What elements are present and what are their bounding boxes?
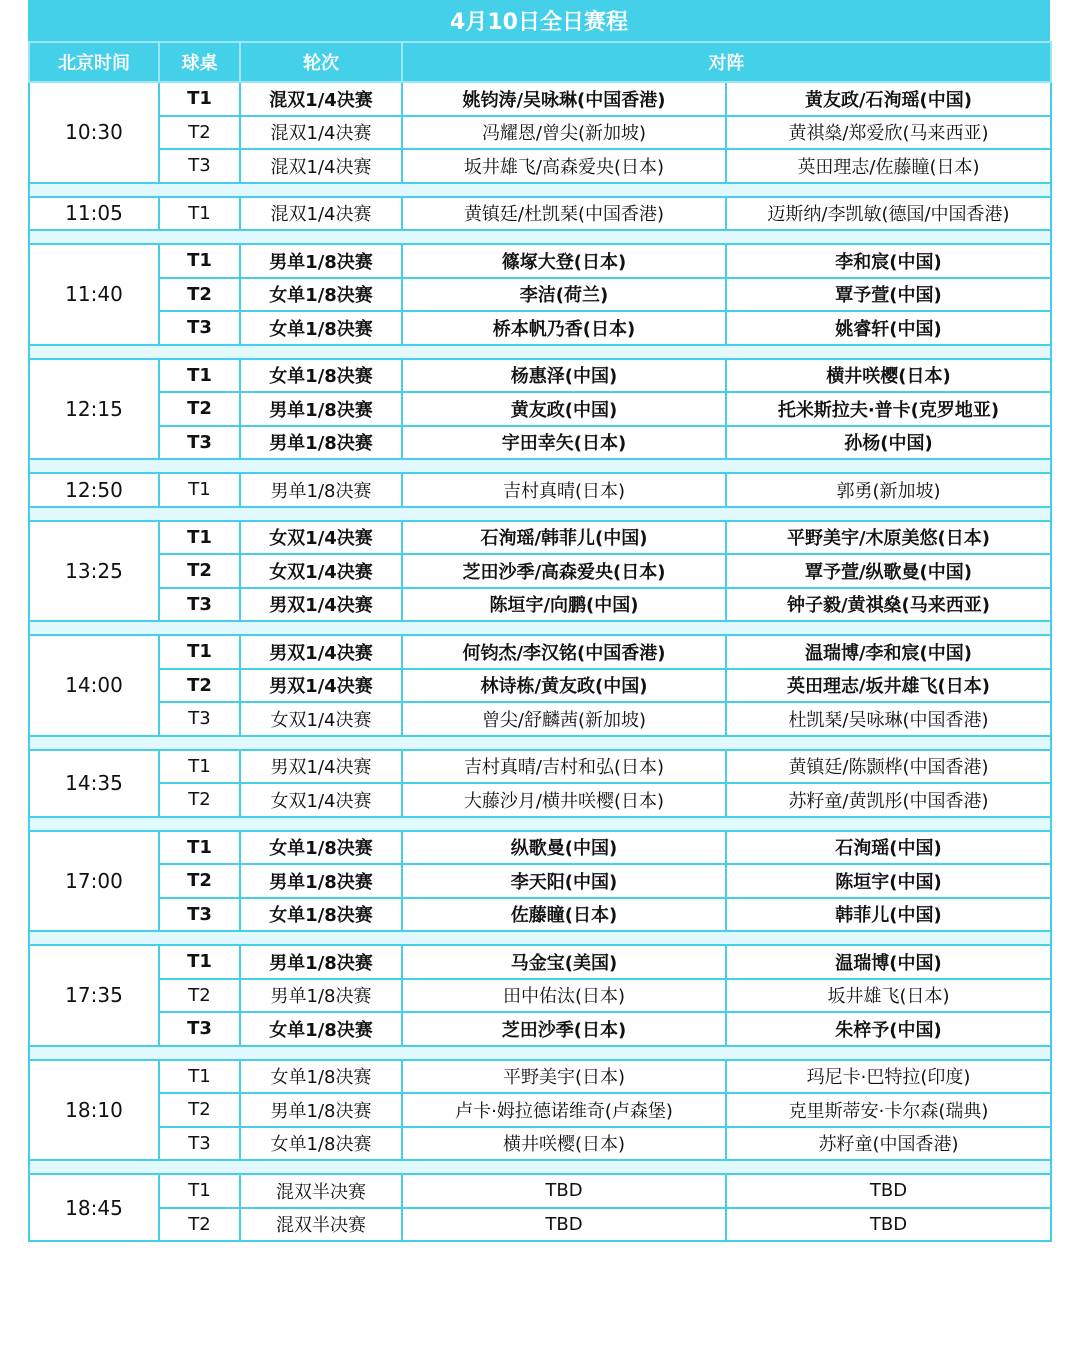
player-left: 马金宝(美国)	[402, 945, 726, 979]
player-left: 纵歌曼(中国)	[402, 831, 726, 865]
time-slot: 11:05	[29, 197, 159, 231]
header-row	[29, 42, 1051, 82]
player-left: 李洁(荷兰)	[402, 278, 726, 312]
table-cell: T1	[159, 750, 240, 784]
time-slot: 13:25	[29, 521, 159, 622]
player-right: 孙杨(中国)	[726, 426, 1051, 460]
table-cell: T2	[159, 979, 240, 1013]
table-cell: T2	[159, 864, 240, 898]
player-right: 玛尼卡·巴特拉(印度)	[726, 1060, 1051, 1094]
table-cell: T1	[159, 244, 240, 278]
player-right: 郭勇(新加坡)	[726, 473, 1051, 507]
player-right: 石洵瑶(中国)	[726, 831, 1051, 865]
block-separator	[29, 931, 1051, 945]
table-cell: T3	[159, 426, 240, 460]
player-left: 姚钧涛/吴咏琳(中国香港)	[402, 82, 726, 116]
round-cell: 女双1/4决赛	[240, 702, 402, 736]
separator-cell	[29, 507, 1051, 521]
match-row	[29, 669, 1051, 703]
match-row	[29, 197, 1051, 231]
block-separator	[29, 621, 1051, 635]
round-cell: 混双1/4决赛	[240, 116, 402, 150]
time-slot: 12:50	[29, 473, 159, 507]
player-right: 苏籽童(中国香港)	[726, 1127, 1051, 1161]
player-left: 吉村真晴/吉村和弘(日本)	[402, 750, 726, 784]
player-right: TBD	[726, 1174, 1051, 1208]
match-row	[29, 1093, 1051, 1127]
block-separator	[29, 736, 1051, 750]
table-cell: T3	[159, 702, 240, 736]
player-left: 芝田沙季/高森爱央(日本)	[402, 554, 726, 588]
separator-cell	[29, 1160, 1051, 1174]
separator-cell	[29, 621, 1051, 635]
block-separator	[29, 507, 1051, 521]
schedule-body	[29, 82, 1051, 1241]
round-cell: 男双1/4决赛	[240, 635, 402, 669]
table-cell: T1	[159, 635, 240, 669]
round-cell: 女双1/4决赛	[240, 554, 402, 588]
round-cell: 混双半决赛	[240, 1208, 402, 1242]
player-right: 英田理志/坂井雄飞(日本)	[726, 669, 1051, 703]
schedule-sheet	[28, 0, 1050, 1242]
player-right: 钟子毅/黄祺燊(马来西亚)	[726, 588, 1051, 622]
table-cell: T3	[159, 898, 240, 932]
player-left: 大藤沙月/横井咲樱(日本)	[402, 783, 726, 817]
time-slot: 17:35	[29, 945, 159, 1046]
block-separator	[29, 1046, 1051, 1060]
player-left: 何钧杰/李汉铭(中国香港)	[402, 635, 726, 669]
header-round: 轮次	[240, 42, 402, 82]
round-cell: 女单1/8决赛	[240, 898, 402, 932]
schedule-table	[28, 41, 1052, 1242]
match-row	[29, 783, 1051, 817]
round-cell: 男单1/8决赛	[240, 392, 402, 426]
table-cell: T1	[159, 945, 240, 979]
separator-cell	[29, 459, 1051, 473]
round-cell: 男单1/8决赛	[240, 864, 402, 898]
player-right: 李和宸(中国)	[726, 244, 1051, 278]
round-cell: 混双1/4决赛	[240, 149, 402, 183]
block-separator	[29, 817, 1051, 831]
player-right: TBD	[726, 1208, 1051, 1242]
player-right: 温瑞博(中国)	[726, 945, 1051, 979]
match-row	[29, 702, 1051, 736]
header-matchup: 对阵	[402, 42, 1051, 82]
header-table: 球桌	[159, 42, 240, 82]
match-row	[29, 588, 1051, 622]
player-right: 黄友政/石洵瑶(中国)	[726, 82, 1051, 116]
round-cell: 女单1/8决赛	[240, 831, 402, 865]
match-row	[29, 1060, 1051, 1094]
table-cell: T3	[159, 149, 240, 183]
table-cell: T2	[159, 278, 240, 312]
player-left: 杨惠泽(中国)	[402, 359, 726, 393]
separator-cell	[29, 183, 1051, 197]
player-left: 黄镇廷/杜凯琹(中国香港)	[402, 197, 726, 231]
match-row	[29, 750, 1051, 784]
table-cell: T1	[159, 82, 240, 116]
schedule-title: 4月10日全日赛程	[28, 0, 1050, 41]
player-right: 横井咲樱(日本)	[726, 359, 1051, 393]
match-row	[29, 359, 1051, 393]
time-slot: 10:30	[29, 82, 159, 183]
player-left: 陈垣宇/向鹏(中国)	[402, 588, 726, 622]
separator-cell	[29, 817, 1051, 831]
match-row	[29, 898, 1051, 932]
match-row	[29, 116, 1051, 150]
time-slot: 12:15	[29, 359, 159, 460]
player-left: 石洵瑶/韩菲儿(中国)	[402, 521, 726, 555]
player-right: 朱梓予(中国)	[726, 1012, 1051, 1046]
player-right: 托米斯拉夫·普卡(克罗地亚)	[726, 392, 1051, 426]
player-right: 覃予萱(中国)	[726, 278, 1051, 312]
block-separator	[29, 230, 1051, 244]
round-cell: 混双1/4决赛	[240, 197, 402, 231]
table-cell: T2	[159, 783, 240, 817]
match-row	[29, 392, 1051, 426]
table-cell: T2	[159, 554, 240, 588]
match-row	[29, 1127, 1051, 1161]
player-left: 桥本帆乃香(日本)	[402, 311, 726, 345]
round-cell: 女单1/8决赛	[240, 1127, 402, 1161]
time-slot: 11:40	[29, 244, 159, 345]
player-right: 温瑞博/李和宸(中国)	[726, 635, 1051, 669]
round-cell: 女双1/4决赛	[240, 783, 402, 817]
table-cell: T2	[159, 1208, 240, 1242]
block-separator	[29, 459, 1051, 473]
table-cell: T1	[159, 359, 240, 393]
match-row	[29, 554, 1051, 588]
player-left: 李天阳(中国)	[402, 864, 726, 898]
player-left: 佐藤瞳(日本)	[402, 898, 726, 932]
match-row	[29, 831, 1051, 865]
round-cell: 男单1/8决赛	[240, 1093, 402, 1127]
time-slot: 14:35	[29, 750, 159, 817]
table-cell: T1	[159, 831, 240, 865]
table-cell: T1	[159, 1174, 240, 1208]
match-row	[29, 1012, 1051, 1046]
player-left: 平野美宇(日本)	[402, 1060, 726, 1094]
round-cell: 混双半决赛	[240, 1174, 402, 1208]
player-left: 卢卡·姆拉德诺维奇(卢森堡)	[402, 1093, 726, 1127]
player-left: 横井咲樱(日本)	[402, 1127, 726, 1161]
round-cell: 女单1/8决赛	[240, 1060, 402, 1094]
separator-cell	[29, 345, 1051, 359]
player-right: 黄镇廷/陈颢桦(中国香港)	[726, 750, 1051, 784]
table-cell: T1	[159, 1060, 240, 1094]
player-left: 林诗栋/黄友政(中国)	[402, 669, 726, 703]
player-right: 迈斯纳/李凯敏(德国/中国香港)	[726, 197, 1051, 231]
separator-cell	[29, 1046, 1051, 1060]
round-cell: 男双1/4决赛	[240, 750, 402, 784]
player-left: 篠塚大登(日本)	[402, 244, 726, 278]
player-left: 曾尖/舒麟茜(新加坡)	[402, 702, 726, 736]
player-right: 坂井雄飞(日本)	[726, 979, 1051, 1013]
separator-cell	[29, 230, 1051, 244]
player-right: 黄祺燊/郑爱欣(马来西亚)	[726, 116, 1051, 150]
match-row	[29, 473, 1051, 507]
round-cell: 男单1/8决赛	[240, 473, 402, 507]
player-right: 韩菲儿(中国)	[726, 898, 1051, 932]
table-cell: T1	[159, 521, 240, 555]
round-cell: 男双1/4决赛	[240, 669, 402, 703]
round-cell: 男单1/8决赛	[240, 945, 402, 979]
match-row	[29, 82, 1051, 116]
table-cell: T3	[159, 1012, 240, 1046]
player-right: 苏籽童/黄凯彤(中国香港)	[726, 783, 1051, 817]
match-row	[29, 278, 1051, 312]
table-cell: T1	[159, 473, 240, 507]
player-left: 黄友政(中国)	[402, 392, 726, 426]
match-row	[29, 635, 1051, 669]
time-slot: 18:10	[29, 1060, 159, 1161]
time-slot: 14:00	[29, 635, 159, 736]
match-row	[29, 521, 1051, 555]
player-right: 杜凯琹/吴咏琳(中国香港)	[726, 702, 1051, 736]
separator-cell	[29, 736, 1051, 750]
match-row	[29, 1174, 1051, 1208]
round-cell: 女单1/8决赛	[240, 278, 402, 312]
match-row	[29, 244, 1051, 278]
match-row	[29, 945, 1051, 979]
header-beijing-time: 北京时间	[29, 42, 159, 82]
player-left: 吉村真晴(日本)	[402, 473, 726, 507]
player-left: TBD	[402, 1174, 726, 1208]
match-row	[29, 1208, 1051, 1242]
player-right: 陈垣宇(中国)	[726, 864, 1051, 898]
round-cell: 女单1/8决赛	[240, 311, 402, 345]
round-cell: 男单1/8决赛	[240, 979, 402, 1013]
match-row	[29, 979, 1051, 1013]
player-left: TBD	[402, 1208, 726, 1242]
separator-cell	[29, 931, 1051, 945]
match-row	[29, 426, 1051, 460]
table-cell: T2	[159, 669, 240, 703]
player-left: 冯耀恩/曾尖(新加坡)	[402, 116, 726, 150]
player-right: 英田理志/佐藤瞳(日本)	[726, 149, 1051, 183]
match-row	[29, 864, 1051, 898]
table-cell: T3	[159, 1127, 240, 1161]
match-row	[29, 311, 1051, 345]
table-cell: T2	[159, 392, 240, 426]
player-left: 田中佑汰(日本)	[402, 979, 726, 1013]
round-cell: 男单1/8决赛	[240, 244, 402, 278]
player-left: 宇田幸矢(日本)	[402, 426, 726, 460]
table-cell: T3	[159, 588, 240, 622]
time-slot: 18:45	[29, 1174, 159, 1241]
block-separator	[29, 1160, 1051, 1174]
table-cell: T2	[159, 1093, 240, 1127]
round-cell: 女单1/8决赛	[240, 359, 402, 393]
round-cell: 男单1/8决赛	[240, 426, 402, 460]
player-left: 坂井雄飞/高森爱央(日本)	[402, 149, 726, 183]
round-cell: 女单1/8决赛	[240, 1012, 402, 1046]
block-separator	[29, 345, 1051, 359]
time-slot: 17:00	[29, 831, 159, 932]
round-cell: 男双1/4决赛	[240, 588, 402, 622]
round-cell: 女双1/4决赛	[240, 521, 402, 555]
table-cell: T3	[159, 311, 240, 345]
table-cell: T2	[159, 116, 240, 150]
player-right: 覃予萱/纵歌曼(中国)	[726, 554, 1051, 588]
match-row	[29, 149, 1051, 183]
round-cell: 混双1/4决赛	[240, 82, 402, 116]
player-right: 平野美宇/木原美悠(日本)	[726, 521, 1051, 555]
player-right: 克里斯蒂安·卡尔森(瑞典)	[726, 1093, 1051, 1127]
player-right: 姚睿轩(中国)	[726, 311, 1051, 345]
table-cell: T1	[159, 197, 240, 231]
player-left: 芝田沙季(日本)	[402, 1012, 726, 1046]
block-separator	[29, 183, 1051, 197]
